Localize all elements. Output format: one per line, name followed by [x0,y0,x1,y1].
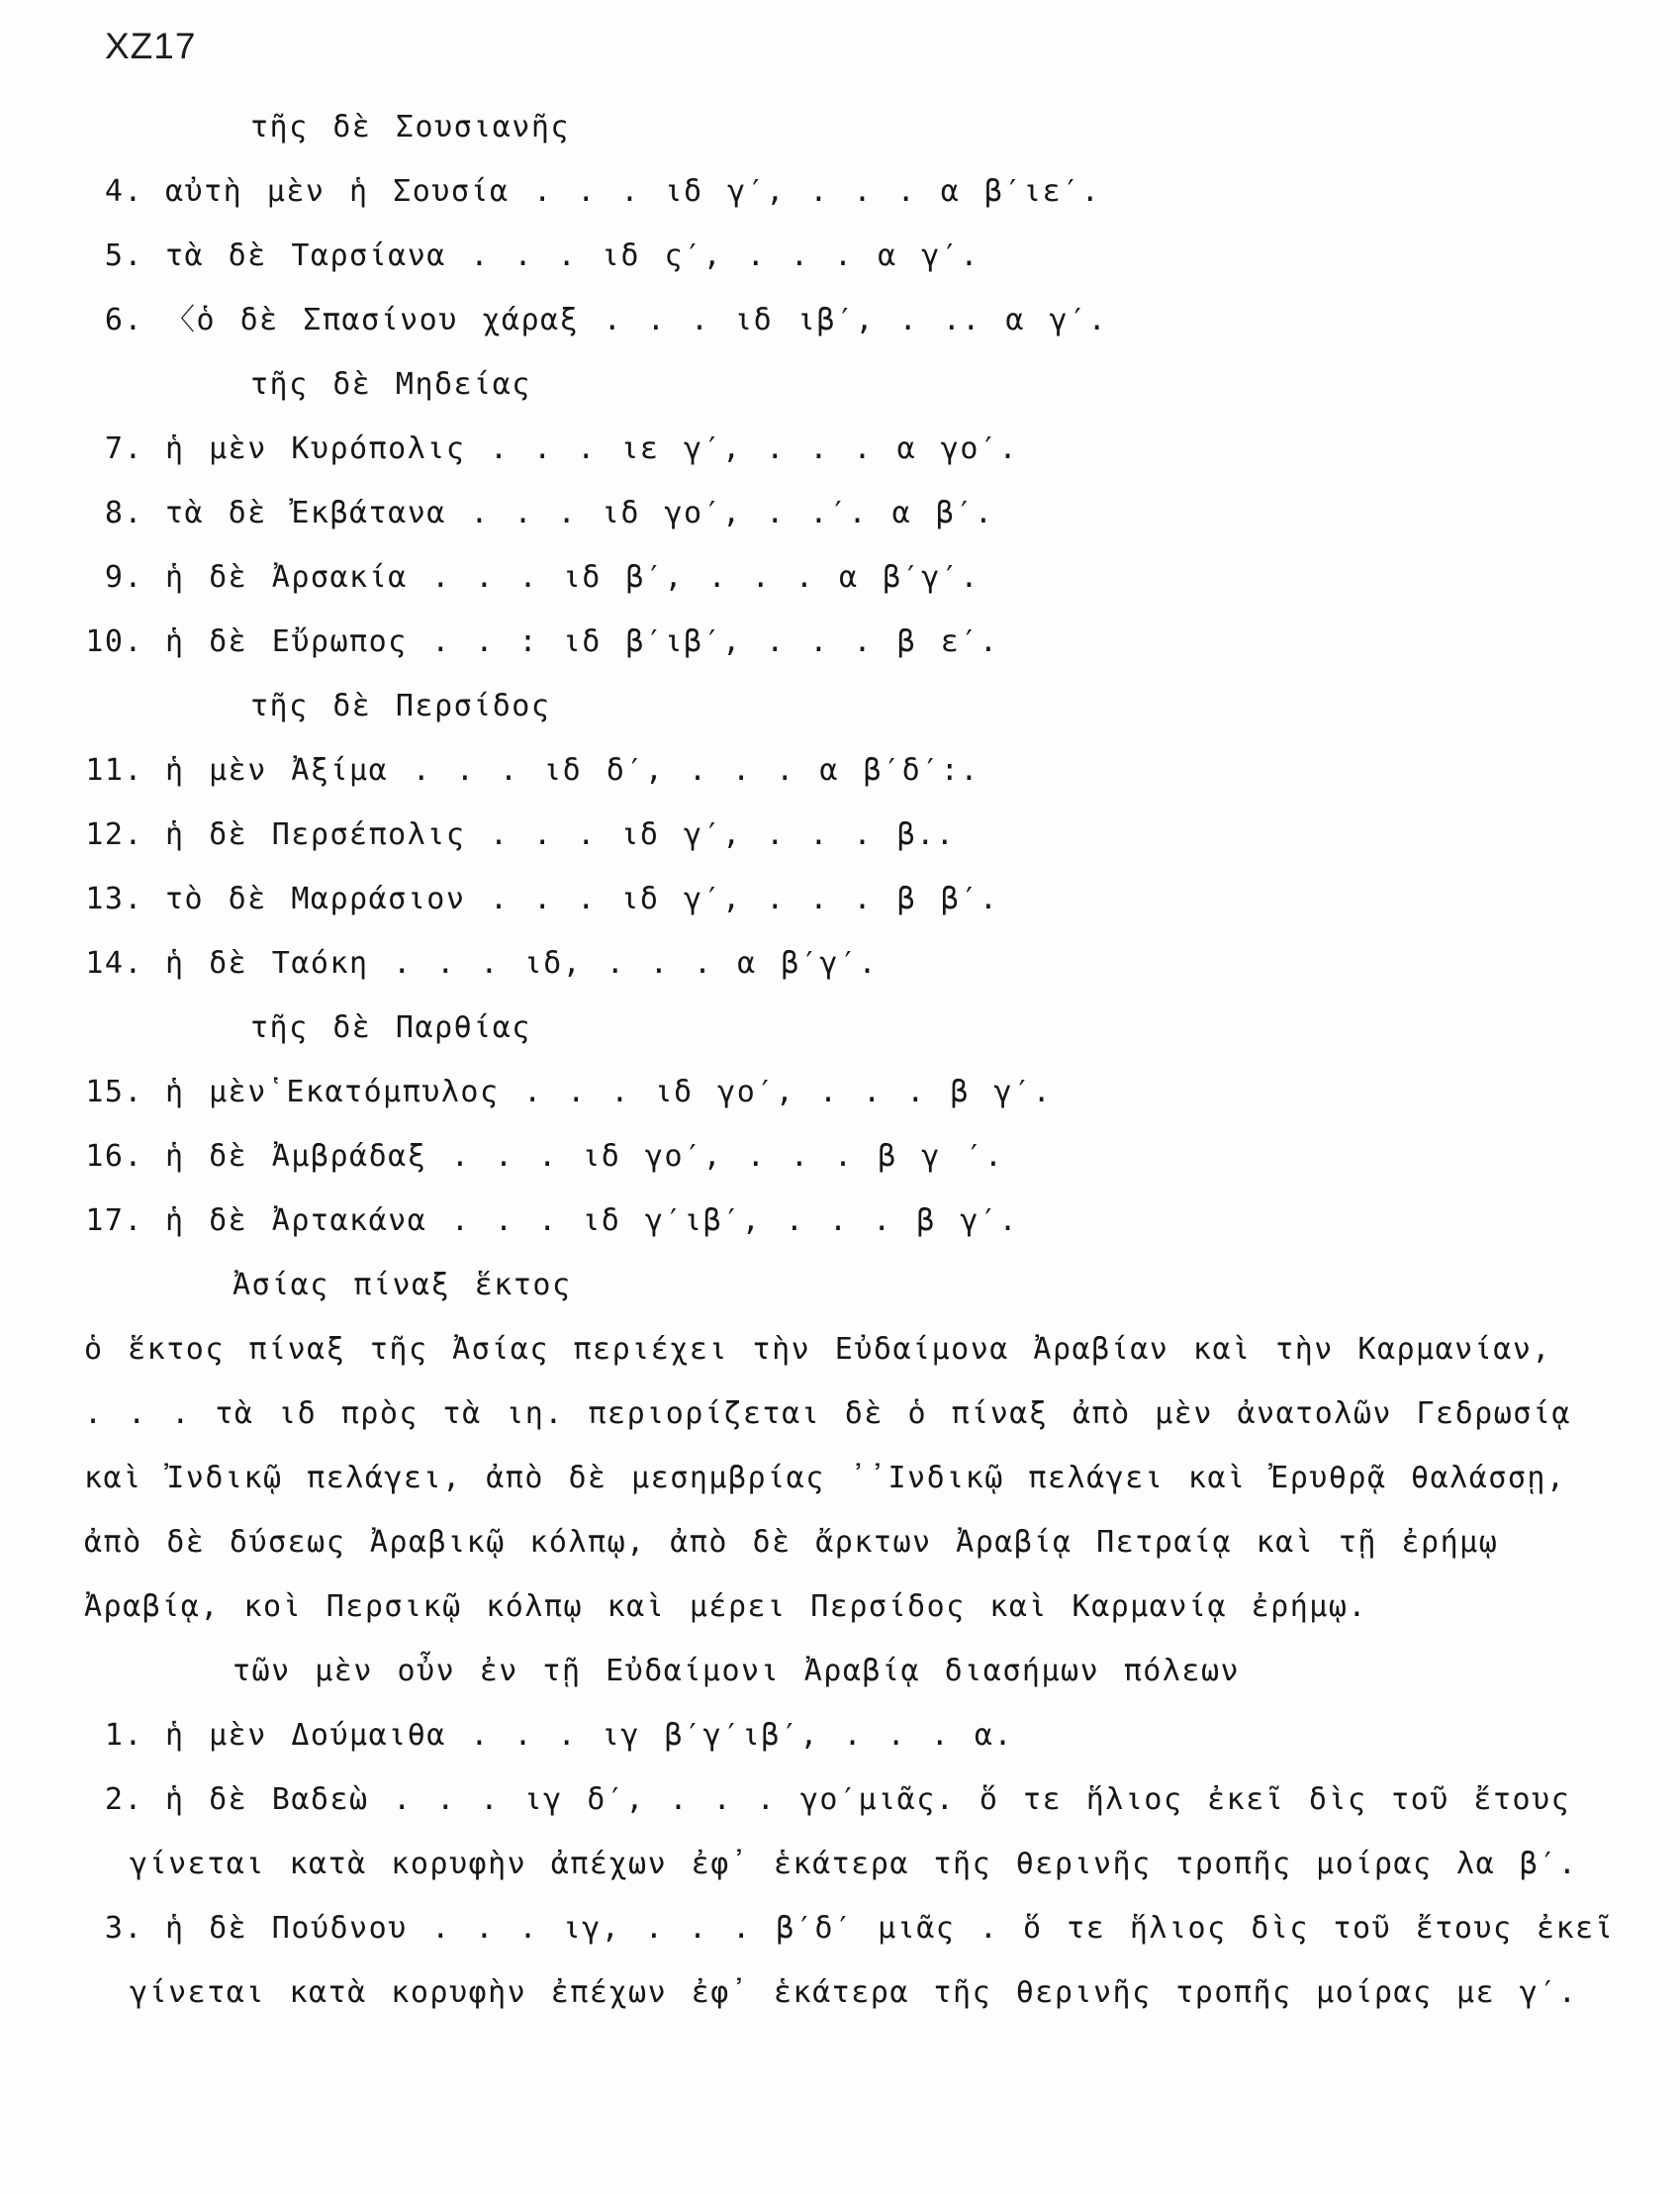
line-text: ἡ μὲν Κυρόπολις . . . ιε γ′, . . . α γο′. [165,431,1019,466]
line-text: ἡ δὲ Ἀρτακάνα . . . ιδ γ′ιβ′, . . . β γ′. [165,1203,1019,1238]
text-line [0,1446,1650,1510]
entry-number: 14. [85,946,143,981]
line-text: ἀπὸ δὲ δύσεως Ἀραβικῷ κόλπῳ, ἀπὸ δὲ ἄρκτων Ἀραβίᾳ Πετραίᾳ καὶ τῇ ἐρήμῳ [84,1525,1499,1560]
text-body [0,95,1650,2025]
entry-number: 16. [85,1139,143,1174]
text-line [0,1703,1650,1767]
text-line [0,224,1650,288]
page-number-label: XZ17 [105,26,197,66]
entry-number: 7. [104,431,143,466]
line-text: τὰ δὲ Ταρσίανα . . . ιδ ς′, . . . α γ′. [165,238,980,273]
line-text: τῆς δὲ Μηδείας [250,367,531,402]
text-line [0,1189,1650,1253]
line-text: τῆς δὲ Παρθίας [250,1010,531,1045]
text-line [0,1382,1650,1446]
line-text: αὐτὴ μὲν ἡ Σουσία . . . ιδ γ′, . . . α β′ιε′. [165,174,1101,209]
line-text: ἡ μὲν Δούμαιθα . . . ιγ β′γ′ιβ′, . . . α. [165,1718,1014,1753]
text-line [0,610,1650,674]
line-text: . . . τὰ ιδ πρὸς τὰ ιη. περιορίζεται δὲ ὁ πίναξ ἀπὸ μὲν ἀνατολῶν Γεδρωσίᾳ [84,1396,1571,1431]
text-line [0,545,1650,610]
line-text: ὁ ἕκτος πίναξ τῆς Ἀσίας περιέχει τὴν Εὐδαίμονα Ἀραβίαν καὶ τὴν Καρμανίαν, [84,1332,1551,1367]
line-text: ἡ μὲν Ἀξίμα . . . ιδ δ′, . . . α β′δ′:. [165,753,980,788]
line-text: τῆς δὲ Περσίδος [250,689,551,723]
text-line [0,352,1650,417]
text-line [0,996,1650,1060]
text-line [0,803,1650,867]
text-line [0,1574,1650,1639]
text-line [0,1060,1650,1124]
entry-number: 12. [85,817,143,852]
text-line [0,867,1650,931]
text-line [0,1510,1650,1574]
line-text: καὶ Ἰνδικῷ πελάγει, ἀπὸ δὲ μεσημβρίας ᾽᾽Ινδικῷ πελάγει καὶ Ἐρυθρᾷ θαλάσσῃ, [84,1461,1566,1495]
entry-number: 6. [104,303,143,337]
entry-number: 15. [85,1075,143,1109]
entry-number: 13. [85,882,143,916]
entry-number: 3. [104,1911,143,1946]
line-text: ἡ δὲ Πούδνου . . . ιγ, . . . β′δ′ μιᾶς . ὅ τε ἥλιος δὶς τοῦ ἔτους ἐκεῖ [165,1911,1615,1946]
line-text: ἡ μὲν῾Εκατόμπυλος . . . ιδ γο′, . . . β γ′. [165,1075,1053,1109]
entry-number: 10. [85,624,143,659]
entry-number: 8. [104,496,143,530]
entry-number: 11. [85,753,143,788]
entry-number: 2. [104,1782,143,1817]
entry-number: 5. [104,238,143,273]
line-text: τὸ δὲ Μαρράσιον . . . ιδ γ′, . . . β β′. [165,882,999,916]
line-text: τῶν μὲν οὖν ἐν τῇ Εὐδαίμονι Ἀραβίᾳ διασήμων πόλεων [233,1654,1241,1688]
text-line [0,1124,1650,1189]
text-line [0,738,1650,803]
text-line [0,417,1650,481]
line-text: ἡ δὲ Περσέπολις . . . ιδ γ′, . . . β.. [165,817,956,852]
line-text: ἡ δὲ Ταόκη . . . ιδ, . . . α β′γ′. [165,946,879,981]
text-line [0,481,1650,545]
line-text: τῆς δὲ Σουσιανῆς [250,110,570,144]
line-text: τὰ δὲ Ἐκβάτανα . . . ιδ γο′, . .′. α β′. [165,496,994,530]
line-text: ἡ δὲ Εὔρωπος . . : ιδ β′ιβ′, . . . β ε′. [165,624,999,659]
text-line [0,1639,1650,1703]
line-text: 〈ὁ δὲ Σπασίνου χάραξ . . . ιδ ιβ′, . .. α γ′. [165,303,1108,337]
line-text: ἡ δὲ Βαδεὼ . . . ιγ δ′, . . . γο′μιᾶς. ὅ τε ἥλιος ἐκεῖ δὶς τοῦ ἔτους [165,1782,1571,1817]
text-line [0,1896,1650,1960]
line-text: γίνεται κατὰ κορυφὴν ἐπέχων ἐφ᾽ ἑκάτερα τῆς θερινῆς τροπῆς μοίρας με γ′. [130,1975,1578,2010]
line-text: Ἀραβίᾳ, κοὶ Περσικῷ κόλπῳ καὶ μέρει Περσίδος καὶ Καρμανίᾳ ἐρήμῳ. [84,1589,1367,1624]
text-line [0,159,1650,224]
text-line [0,931,1650,996]
text-line [0,1253,1650,1317]
entry-number: 1. [104,1718,143,1753]
line-text: γίνεται κατὰ κορυφὴν ἀπέχων ἐφ᾽ ἑκάτερα τῆς θερινῆς τροπῆς μοίρας λα β′. [130,1847,1578,1881]
line-text: Ἀσίας πίναξ ἕκτος [233,1268,572,1302]
entry-number: 17. [85,1203,143,1238]
entry-number: 9. [104,560,143,595]
text-line [0,95,1650,159]
line-text: ἡ δὲ Ἀρσακία . . . ιδ β′, . . . α β′γ′. [165,560,980,595]
text-line [0,674,1650,738]
text-line [0,1317,1650,1382]
text-line [0,288,1650,352]
text-line [0,1767,1650,1832]
line-text: ἡ δὲ Ἀμβράδαξ . . . ιδ γο′, . . . β γ ′. [165,1139,1004,1174]
entry-number: 4. [104,174,143,209]
text-line [0,1960,1650,2025]
text-line [0,1832,1650,1896]
